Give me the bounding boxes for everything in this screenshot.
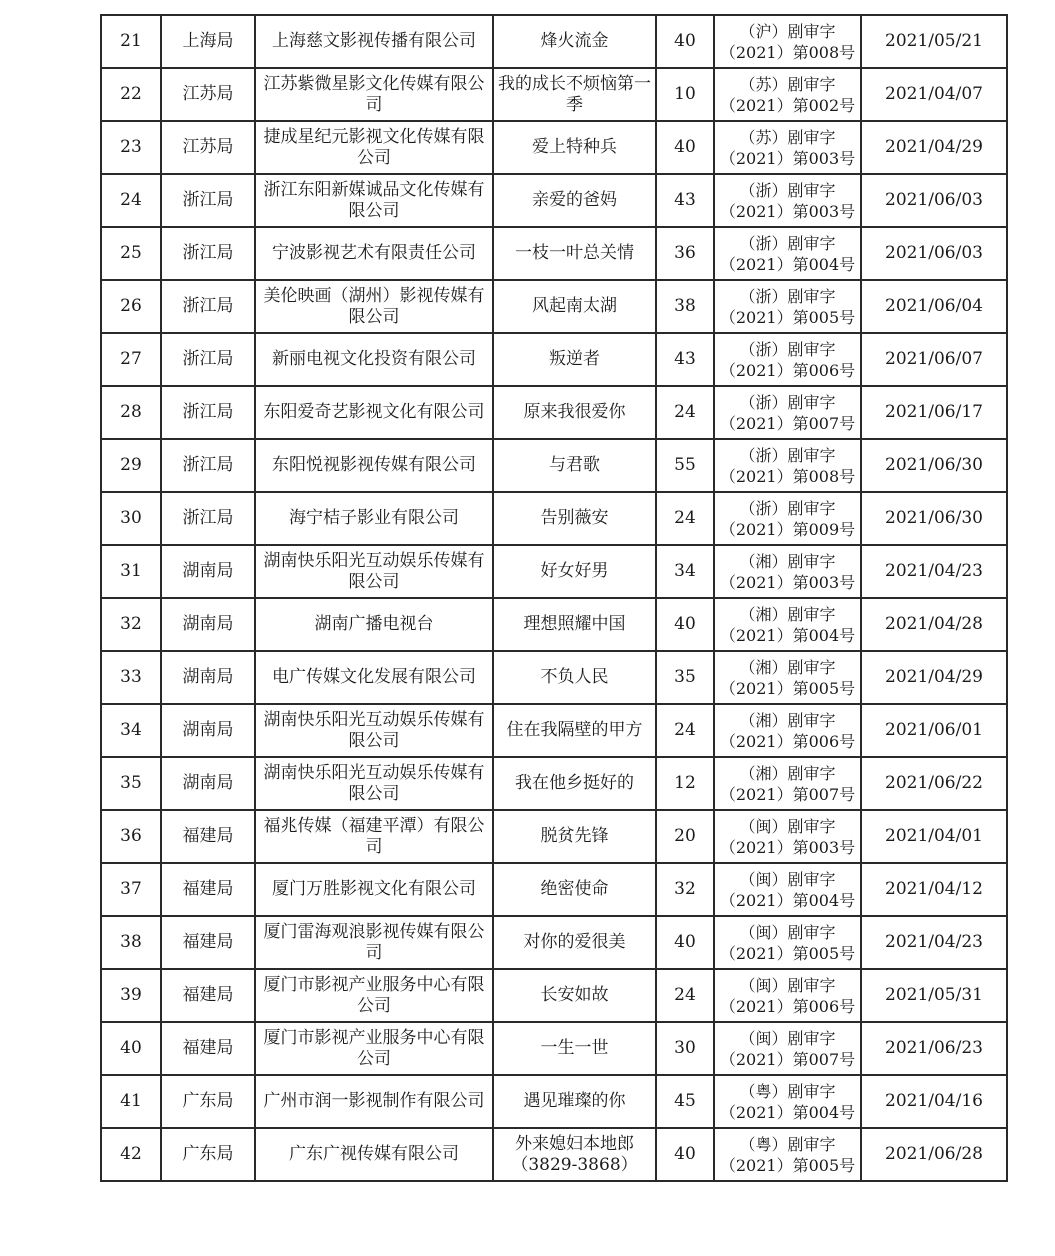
row-index: 42 xyxy=(101,1128,161,1181)
permit-prefix: （闽）剧审字 xyxy=(739,975,836,995)
permit-cell xyxy=(714,916,861,969)
permit-prefix: （闽）剧审字 xyxy=(739,869,836,889)
title-cell xyxy=(493,1128,656,1181)
permit-cell xyxy=(714,121,861,174)
table-row xyxy=(101,810,1007,863)
permit-number: （2021）第008号 xyxy=(719,466,856,486)
row-index: 41 xyxy=(101,1075,161,1128)
title-cell xyxy=(493,1075,656,1128)
title-cell xyxy=(493,651,656,704)
table-row xyxy=(101,492,1007,545)
permit-number: （2021）第003号 xyxy=(719,572,856,592)
company-cell: 电广传媒文化发展有限公司 xyxy=(255,651,493,704)
title-text: 烽火流金 xyxy=(540,31,609,51)
table-row xyxy=(101,704,1007,757)
row-index: 31 xyxy=(101,545,161,598)
title-cell xyxy=(493,121,656,174)
permit-cell xyxy=(714,545,861,598)
row-index: 37 xyxy=(101,863,161,916)
date-cell: 2021/06/04 xyxy=(861,280,1007,333)
bureau-cell: 江苏局 xyxy=(161,121,255,174)
title-cell xyxy=(493,863,656,916)
title-subtext: （3829-3868） xyxy=(511,1154,638,1175)
permit-prefix: （湘）剧审字 xyxy=(739,763,836,783)
company-cell: 浙江东阳新媒诚品文化传媒有限公司 xyxy=(255,174,493,227)
date-cell: 2021/05/21 xyxy=(861,15,1007,68)
title-text: 爱上特种兵 xyxy=(532,137,617,157)
table-row xyxy=(101,439,1007,492)
date-cell: 2021/05/31 xyxy=(861,969,1007,1022)
permit-prefix: （浙）剧审字 xyxy=(739,392,836,412)
title-text: 外来媳妇本地郎 xyxy=(515,1133,634,1154)
episodes-cell: 55 xyxy=(656,439,714,492)
title-text: 长安如故 xyxy=(540,985,609,1005)
permit-prefix: （浙）剧审字 xyxy=(739,180,836,200)
date-cell: 2021/06/30 xyxy=(861,492,1007,545)
company-cell: 厦门雷海观浪影视传媒有限公司 xyxy=(255,916,493,969)
row-index: 29 xyxy=(101,439,161,492)
permit-prefix: （浙）剧审字 xyxy=(739,286,836,306)
title-cell xyxy=(493,704,656,757)
permit-cell xyxy=(714,1022,861,1075)
bureau-cell: 福建局 xyxy=(161,969,255,1022)
episodes-cell: 24 xyxy=(656,386,714,439)
episodes-cell: 10 xyxy=(656,68,714,121)
permit-number: （2021）第006号 xyxy=(719,360,856,380)
episodes-cell: 35 xyxy=(656,651,714,704)
episodes-cell: 45 xyxy=(656,1075,714,1128)
company-cell: 新丽电视文化投资有限公司 xyxy=(255,333,493,386)
date-cell: 2021/06/07 xyxy=(861,333,1007,386)
episodes-cell: 20 xyxy=(656,810,714,863)
table-row xyxy=(101,15,1007,68)
company-cell: 东阳爱奇艺影视文化有限公司 xyxy=(255,386,493,439)
table-row xyxy=(101,280,1007,333)
title-cell xyxy=(493,545,656,598)
permit-number: （2021）第003号 xyxy=(719,148,856,168)
company-cell: 厦门市影视产业服务中心有限公司 xyxy=(255,1022,493,1075)
table-row xyxy=(101,651,1007,704)
permit-number: （2021）第005号 xyxy=(719,1155,856,1175)
company-cell: 广东广视传媒有限公司 xyxy=(255,1128,493,1181)
permit-number: （2021）第005号 xyxy=(719,307,856,327)
bureau-cell: 浙江局 xyxy=(161,386,255,439)
date-cell: 2021/06/03 xyxy=(861,174,1007,227)
title-cell xyxy=(493,969,656,1022)
permit-prefix: （浙）剧审字 xyxy=(739,233,836,253)
row-index: 23 xyxy=(101,121,161,174)
permit-number: （2021）第007号 xyxy=(719,784,856,804)
table-row xyxy=(101,227,1007,280)
company-cell: 上海慈文影视传播有限公司 xyxy=(255,15,493,68)
title-text: 叛逆者 xyxy=(549,349,600,369)
date-cell: 2021/06/23 xyxy=(861,1022,1007,1075)
title-cell xyxy=(493,15,656,68)
row-index: 35 xyxy=(101,757,161,810)
title-cell xyxy=(493,439,656,492)
permit-cell xyxy=(714,969,861,1022)
permit-number: （2021）第004号 xyxy=(719,254,856,274)
title-text: 我的成长不烦恼第一季 xyxy=(498,73,651,115)
bureau-cell: 江苏局 xyxy=(161,68,255,121)
bureau-cell: 湖南局 xyxy=(161,651,255,704)
permit-number: （2021）第004号 xyxy=(719,625,856,645)
company-cell: 广州市润一影视制作有限公司 xyxy=(255,1075,493,1128)
title-cell xyxy=(493,598,656,651)
row-index: 26 xyxy=(101,280,161,333)
row-index: 30 xyxy=(101,492,161,545)
row-index: 32 xyxy=(101,598,161,651)
date-cell: 2021/04/01 xyxy=(861,810,1007,863)
table-row xyxy=(101,333,1007,386)
title-cell xyxy=(493,386,656,439)
date-cell: 2021/04/16 xyxy=(861,1075,1007,1128)
row-index: 21 xyxy=(101,15,161,68)
title-cell xyxy=(493,916,656,969)
title-text: 好女好男 xyxy=(540,561,609,581)
title-cell xyxy=(493,227,656,280)
date-cell: 2021/04/12 xyxy=(861,863,1007,916)
row-index: 28 xyxy=(101,386,161,439)
title-text: 与君歌 xyxy=(549,455,600,475)
title-text: 理想照耀中国 xyxy=(523,614,626,634)
permit-cell xyxy=(714,1128,861,1181)
row-index: 36 xyxy=(101,810,161,863)
company-cell: 捷成星纪元影视文化传媒有限公司 xyxy=(255,121,493,174)
bureau-cell: 浙江局 xyxy=(161,280,255,333)
permit-number: （2021）第008号 xyxy=(719,42,856,62)
permit-prefix: （浙）剧审字 xyxy=(739,339,836,359)
permit-prefix: （湘）剧审字 xyxy=(739,657,836,677)
bureau-cell: 广东局 xyxy=(161,1075,255,1128)
date-cell: 2021/04/23 xyxy=(861,916,1007,969)
bureau-cell: 湖南局 xyxy=(161,598,255,651)
date-cell: 2021/04/28 xyxy=(861,598,1007,651)
date-cell: 2021/04/29 xyxy=(861,121,1007,174)
table-row xyxy=(101,121,1007,174)
permit-number: （2021）第005号 xyxy=(719,943,856,963)
permit-cell xyxy=(714,174,861,227)
bureau-cell: 福建局 xyxy=(161,916,255,969)
registry-body xyxy=(101,15,1007,1181)
episodes-cell: 43 xyxy=(656,174,714,227)
bureau-cell: 湖南局 xyxy=(161,545,255,598)
episodes-cell: 30 xyxy=(656,1022,714,1075)
permit-prefix: （闽）剧审字 xyxy=(739,816,836,836)
permit-number: （2021）第007号 xyxy=(719,1049,856,1069)
date-cell: 2021/04/07 xyxy=(861,68,1007,121)
title-text: 脱贫先锋 xyxy=(540,826,609,846)
drama-registry-table xyxy=(100,14,1008,1182)
permit-prefix: （苏）剧审字 xyxy=(739,74,836,94)
permit-prefix: （湘）剧审字 xyxy=(739,551,836,571)
permit-cell xyxy=(714,68,861,121)
company-cell: 福兆传媒（福建平潭）有限公司 xyxy=(255,810,493,863)
row-index: 25 xyxy=(101,227,161,280)
title-cell xyxy=(493,810,656,863)
row-index: 24 xyxy=(101,174,161,227)
bureau-cell: 浙江局 xyxy=(161,492,255,545)
permit-number: （2021）第006号 xyxy=(719,996,856,1016)
company-cell: 东阳悦视影视传媒有限公司 xyxy=(255,439,493,492)
bureau-cell: 福建局 xyxy=(161,810,255,863)
bureau-cell: 湖南局 xyxy=(161,704,255,757)
permit-prefix: （沪）剧审字 xyxy=(739,21,836,41)
company-cell: 江苏紫微星影文化传媒有限公司 xyxy=(255,68,493,121)
episodes-cell: 40 xyxy=(656,916,714,969)
permit-prefix: （苏）剧审字 xyxy=(739,127,836,147)
permit-number: （2021）第004号 xyxy=(719,1102,856,1122)
title-text: 对你的爱很美 xyxy=(523,932,626,952)
bureau-cell: 浙江局 xyxy=(161,227,255,280)
title-text: 遇见璀璨的你 xyxy=(523,1091,626,1111)
permit-prefix: （粤）剧审字 xyxy=(739,1134,836,1154)
permit-prefix: （闽）剧审字 xyxy=(739,1028,836,1048)
title-text: 亲爱的爸妈 xyxy=(532,190,617,210)
table-row xyxy=(101,68,1007,121)
company-cell: 厦门万胜影视文化有限公司 xyxy=(255,863,493,916)
permit-number: （2021）第003号 xyxy=(719,201,856,221)
permit-number: （2021）第007号 xyxy=(719,413,856,433)
company-cell: 湖南快乐阳光互动娱乐传媒有限公司 xyxy=(255,757,493,810)
permit-prefix: （浙）剧审字 xyxy=(739,498,836,518)
title-cell xyxy=(493,174,656,227)
bureau-cell: 福建局 xyxy=(161,863,255,916)
table-row xyxy=(101,545,1007,598)
permit-prefix: （湘）剧审字 xyxy=(739,604,836,624)
bureau-cell: 上海局 xyxy=(161,15,255,68)
date-cell: 2021/06/22 xyxy=(861,757,1007,810)
title-text: 不负人民 xyxy=(540,667,609,687)
table-row xyxy=(101,1128,1007,1181)
table-row xyxy=(101,969,1007,1022)
table-row xyxy=(101,598,1007,651)
row-index: 40 xyxy=(101,1022,161,1075)
title-text: 一生一世 xyxy=(540,1038,609,1058)
table-row xyxy=(101,1075,1007,1128)
table-row xyxy=(101,386,1007,439)
row-index: 22 xyxy=(101,68,161,121)
permit-cell xyxy=(714,598,861,651)
permit-cell xyxy=(714,386,861,439)
episodes-cell: 24 xyxy=(656,969,714,1022)
bureau-cell: 浙江局 xyxy=(161,333,255,386)
episodes-cell: 36 xyxy=(656,227,714,280)
title-cell xyxy=(493,757,656,810)
date-cell: 2021/06/01 xyxy=(861,704,1007,757)
company-cell: 湖南广播电视台 xyxy=(255,598,493,651)
table-row xyxy=(101,757,1007,810)
company-cell: 宁波影视艺术有限责任公司 xyxy=(255,227,493,280)
episodes-cell: 43 xyxy=(656,333,714,386)
permit-cell xyxy=(714,15,861,68)
title-cell xyxy=(493,68,656,121)
permit-number: （2021）第004号 xyxy=(719,890,856,910)
bureau-cell: 湖南局 xyxy=(161,757,255,810)
permit-prefix: （湘）剧审字 xyxy=(739,710,836,730)
bureau-cell: 浙江局 xyxy=(161,439,255,492)
bureau-cell: 福建局 xyxy=(161,1022,255,1075)
date-cell: 2021/06/30 xyxy=(861,439,1007,492)
permit-cell xyxy=(714,492,861,545)
permit-prefix: （浙）剧审字 xyxy=(739,445,836,465)
episodes-cell: 40 xyxy=(656,1128,714,1181)
permit-cell xyxy=(714,651,861,704)
row-index: 33 xyxy=(101,651,161,704)
title-text: 住在我隔壁的甲方 xyxy=(506,720,643,740)
episodes-cell: 38 xyxy=(656,280,714,333)
row-index: 39 xyxy=(101,969,161,1022)
episodes-cell: 40 xyxy=(656,15,714,68)
table-row xyxy=(101,916,1007,969)
title-cell xyxy=(493,1022,656,1075)
row-index: 27 xyxy=(101,333,161,386)
episodes-cell: 32 xyxy=(656,863,714,916)
table-row xyxy=(101,174,1007,227)
title-cell xyxy=(493,280,656,333)
company-cell: 湖南快乐阳光互动娱乐传媒有限公司 xyxy=(255,545,493,598)
table-row xyxy=(101,863,1007,916)
permit-cell xyxy=(714,810,861,863)
permit-cell xyxy=(714,227,861,280)
title-text: 一枝一叶总关情 xyxy=(515,243,634,263)
row-index: 38 xyxy=(101,916,161,969)
date-cell: 2021/06/28 xyxy=(861,1128,1007,1181)
permit-number: （2021）第006号 xyxy=(719,731,856,751)
permit-cell xyxy=(714,863,861,916)
bureau-cell: 广东局 xyxy=(161,1128,255,1181)
title-text: 我在他乡挺好的 xyxy=(515,773,634,793)
title-text: 绝密使命 xyxy=(540,879,609,899)
episodes-cell: 40 xyxy=(656,598,714,651)
date-cell: 2021/06/17 xyxy=(861,386,1007,439)
permit-number: （2021）第005号 xyxy=(719,678,856,698)
permit-cell xyxy=(714,333,861,386)
company-cell: 海宁桔子影业有限公司 xyxy=(255,492,493,545)
permit-number: （2021）第002号 xyxy=(719,95,856,115)
permit-cell xyxy=(714,439,861,492)
permit-prefix: （粤）剧审字 xyxy=(739,1081,836,1101)
company-cell: 湖南快乐阳光互动娱乐传媒有限公司 xyxy=(255,704,493,757)
date-cell: 2021/06/03 xyxy=(861,227,1007,280)
bureau-cell: 浙江局 xyxy=(161,174,255,227)
title-text: 告别薇安 xyxy=(540,508,609,528)
permit-cell xyxy=(714,757,861,810)
permit-cell xyxy=(714,1075,861,1128)
title-text: 原来我很爱你 xyxy=(523,402,626,422)
title-cell xyxy=(493,492,656,545)
permit-cell xyxy=(714,280,861,333)
episodes-cell: 24 xyxy=(656,492,714,545)
company-cell: 美伦映画（湖州）影视传媒有限公司 xyxy=(255,280,493,333)
episodes-cell: 12 xyxy=(656,757,714,810)
episodes-cell: 34 xyxy=(656,545,714,598)
date-cell: 2021/04/29 xyxy=(861,651,1007,704)
title-cell xyxy=(493,333,656,386)
episodes-cell: 24 xyxy=(656,704,714,757)
row-index: 34 xyxy=(101,704,161,757)
permit-cell xyxy=(714,704,861,757)
company-cell: 厦门市影视产业服务中心有限公司 xyxy=(255,969,493,1022)
title-text: 风起南太湖 xyxy=(532,296,617,316)
permit-number: （2021）第003号 xyxy=(719,837,856,857)
episodes-cell: 40 xyxy=(656,121,714,174)
permit-number: （2021）第009号 xyxy=(719,519,856,539)
date-cell: 2021/04/23 xyxy=(861,545,1007,598)
table-row xyxy=(101,1022,1007,1075)
permit-prefix: （闽）剧审字 xyxy=(739,922,836,942)
